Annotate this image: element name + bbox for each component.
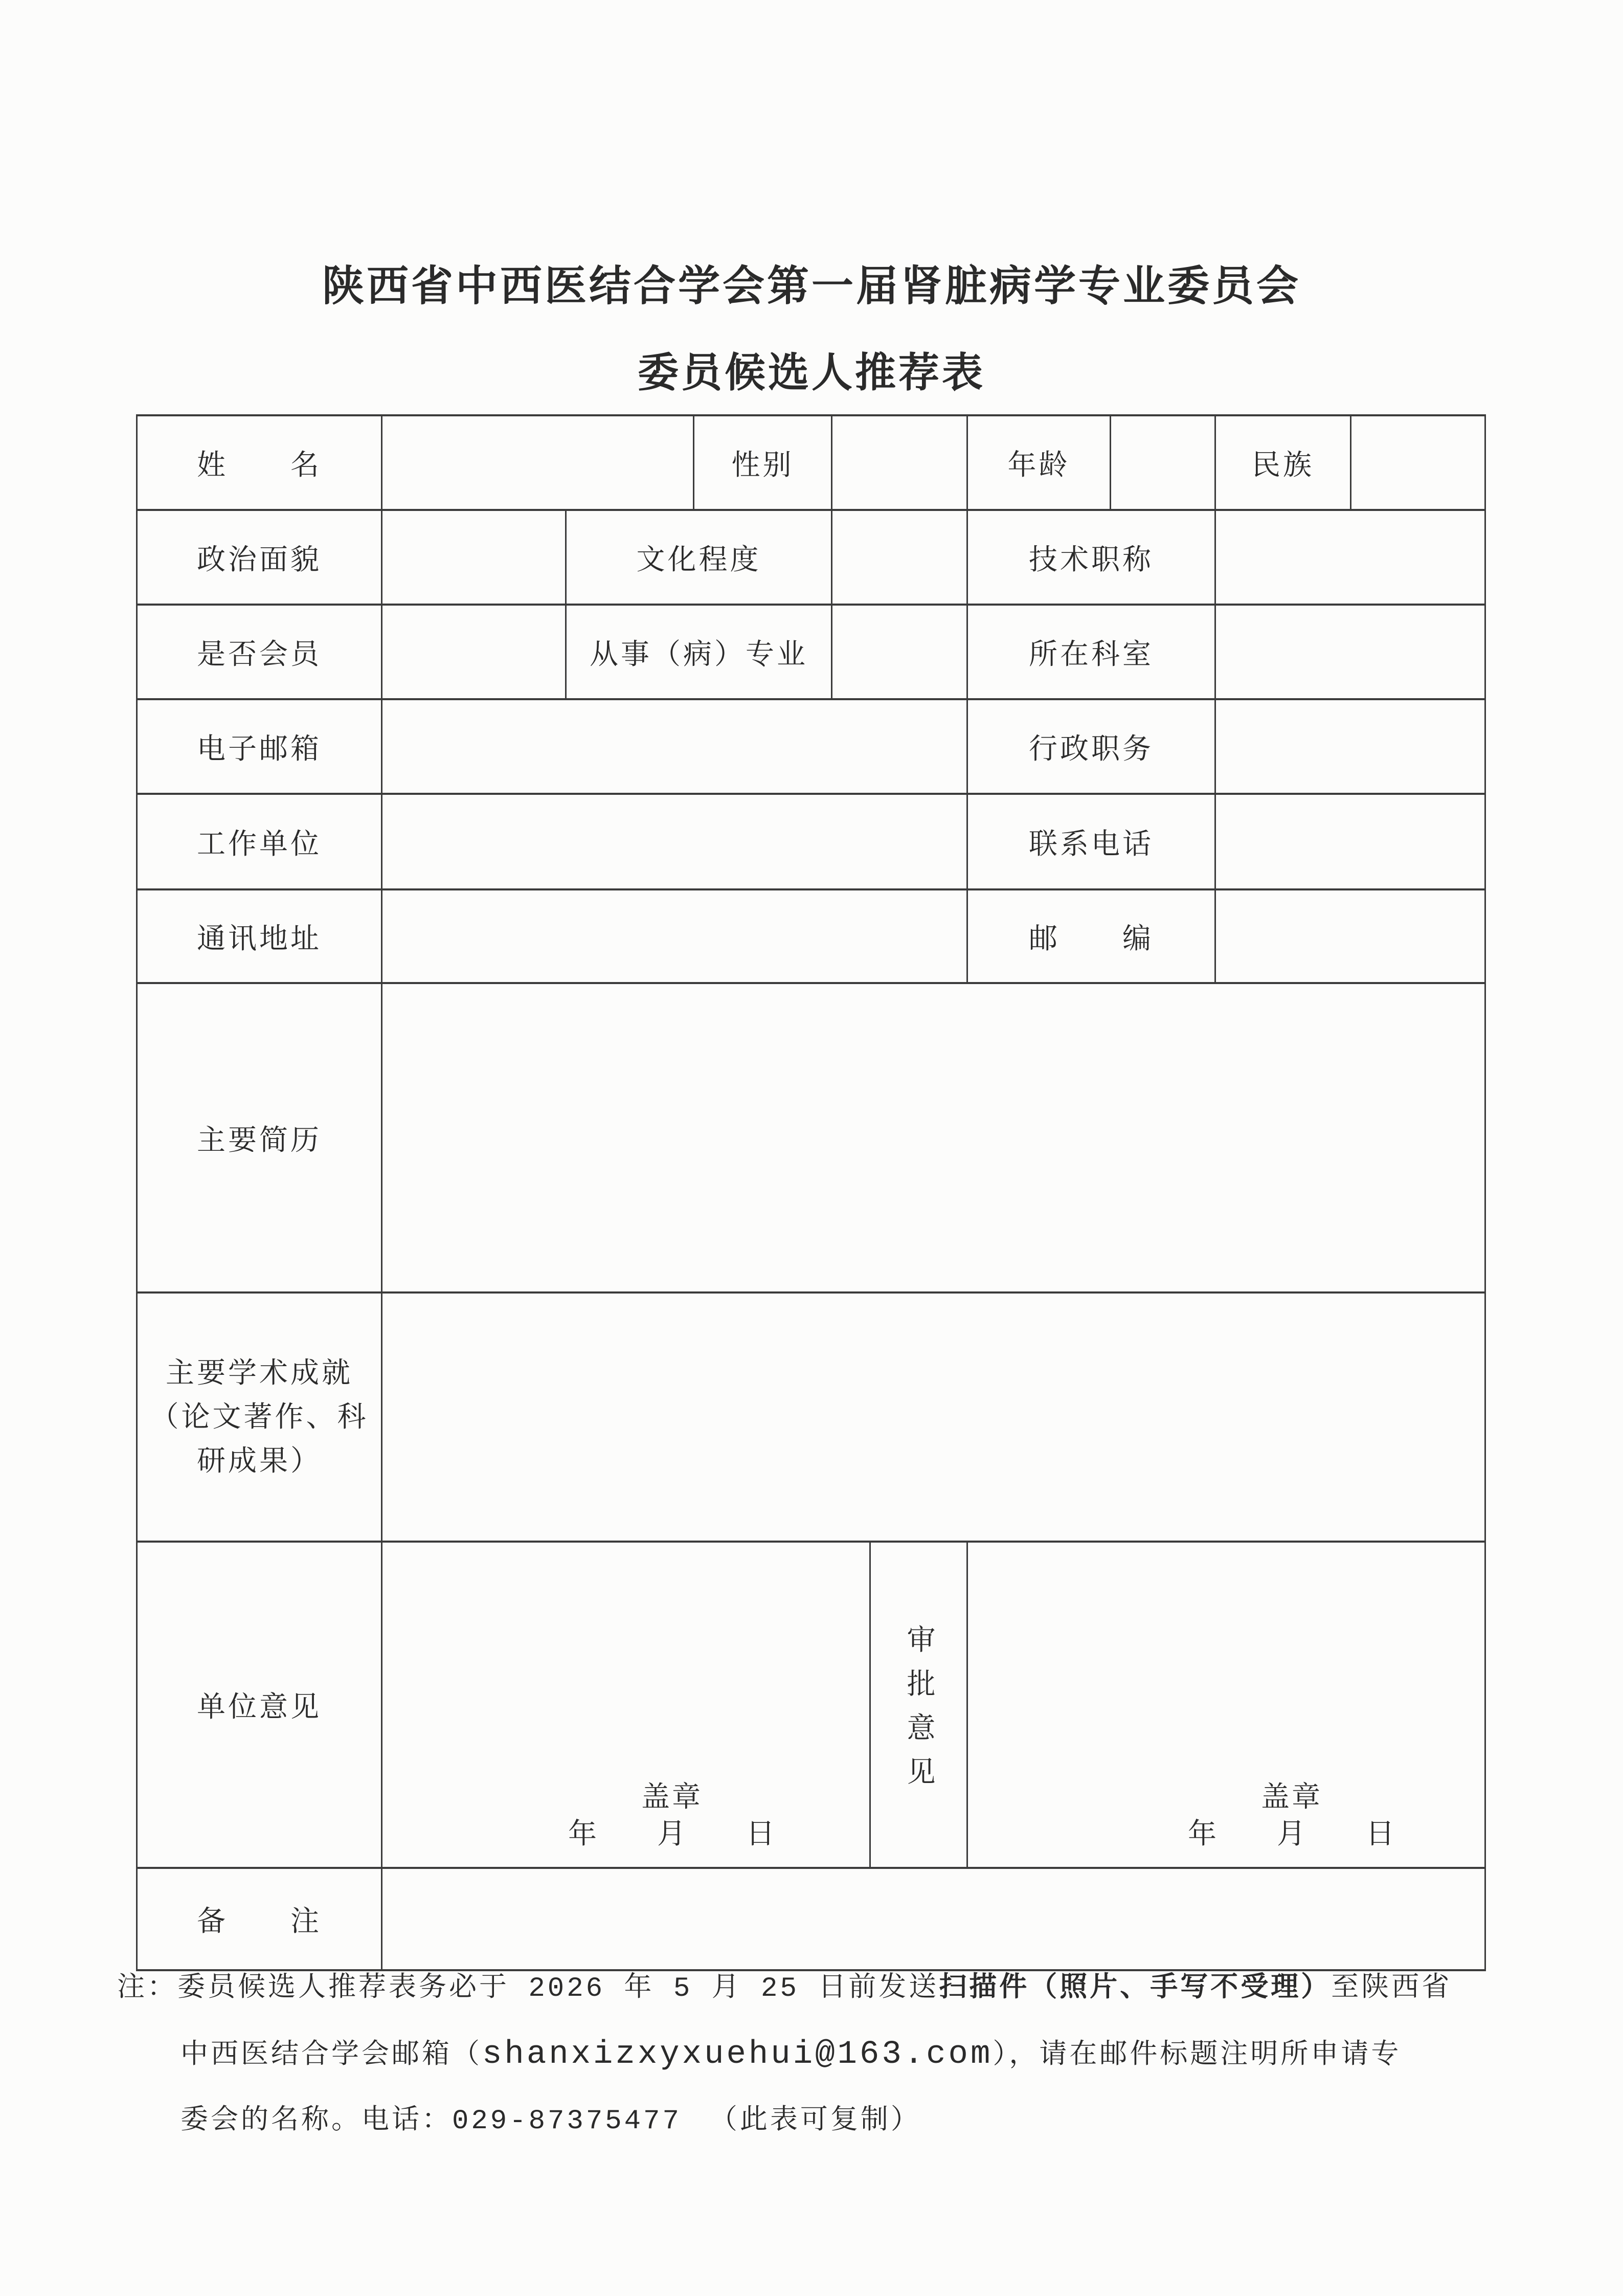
- email-label: 电子邮箱: [138, 700, 382, 795]
- approval-stamp-cell: [968, 1543, 1486, 1869]
- remarks-label: 备 注: [138, 1869, 382, 1971]
- footer-note: [117, 1956, 1554, 2154]
- unit-stamp-label: 盖章: [641, 1781, 703, 1813]
- department-value-cell: [1216, 606, 1486, 700]
- note-line1-end: 至陕西省: [1331, 1973, 1452, 2004]
- approval-stamp-label: 盖章: [1261, 1781, 1322, 1813]
- specialty-value-cell: [832, 606, 968, 700]
- footer-note-line1: [117, 1956, 1554, 2022]
- unit-opinion-label: 单位意见: [138, 1543, 382, 1869]
- note-phone: 029-87375477: [452, 2106, 682, 2137]
- resume-label: 主要简历: [138, 984, 382, 1294]
- unit-stamp-block: [568, 1779, 776, 1853]
- achievements-value-cell: [382, 1294, 1486, 1543]
- note-line1-bold: 扫描件（照片、手写不受理）: [939, 1973, 1332, 2004]
- membership-value-cell: [382, 606, 567, 700]
- document-title-line1: 陕西省中西医结合学会第一届肾脏病学专业委员会: [322, 263, 1301, 309]
- footer-note-line2: [181, 2022, 1554, 2089]
- note-marker: 注：: [117, 1973, 177, 2004]
- footer-note-line3: [181, 2089, 1554, 2154]
- remarks-value-cell: [382, 1869, 1486, 1971]
- ethnicity-value-cell: [1351, 416, 1486, 511]
- note-email: shanxizxyxuehui@163.com: [482, 2036, 993, 2073]
- note-line3-start: 委会的名称。电话：: [181, 2106, 452, 2137]
- address-label: 通讯地址: [138, 890, 382, 984]
- unit-opinion-stamp-cell: [382, 1543, 871, 1869]
- ethnicity-label: 民族: [1216, 416, 1351, 511]
- candidate-recommendation-table: [136, 414, 1486, 1971]
- gender-value-cell: [832, 416, 968, 511]
- achievements-label-line2: （论文著作、科: [150, 1401, 369, 1433]
- achievements-label-line3: 研成果）: [197, 1445, 322, 1477]
- education-label: 文化程度: [567, 511, 832, 606]
- technical-title-label: 技术职称: [968, 511, 1216, 606]
- document-title-line2: 委员候选人推荐表: [638, 351, 985, 396]
- postal-code-value-cell: [1216, 890, 1486, 984]
- approval-opinion-label: 审批意见: [871, 1543, 968, 1869]
- approval-date-label: 年 月 日: [1188, 1818, 1395, 1850]
- admin-position-value-cell: [1216, 700, 1486, 795]
- achievements-label-line1: 主要学术成就: [166, 1357, 353, 1389]
- phone-value-cell: [1216, 795, 1486, 890]
- note-line1-regular: 委员候选人推荐表务必于 2026 年 5 月 25 日前发送: [177, 1973, 939, 2004]
- unit-date-label: 年 月 日: [568, 1818, 776, 1850]
- achievements-label: [138, 1294, 382, 1543]
- note-line2-start: 中西医结合学会邮箱（: [181, 2040, 482, 2071]
- email-value-cell: [382, 700, 968, 795]
- membership-label: 是否会员: [138, 606, 382, 700]
- political-status-value-cell: [382, 511, 567, 606]
- age-label: 年龄: [968, 416, 1111, 511]
- technical-title-value-cell: [1216, 511, 1486, 606]
- name-label: 姓 名: [138, 416, 382, 511]
- education-value-cell: [832, 511, 968, 606]
- note-line3-end: （此表可复制）: [709, 2106, 921, 2137]
- work-unit-value-cell: [382, 795, 968, 890]
- name-value-cell: [382, 416, 694, 511]
- approval-stamp-block: [1188, 1779, 1395, 1853]
- phone-label: 联系电话: [968, 795, 1216, 890]
- admin-position-label: 行政职务: [968, 700, 1216, 795]
- note-line2-end: ），请在邮件标题注明所申请专: [993, 2040, 1402, 2071]
- specialty-label: 从事（病）专业: [567, 606, 832, 700]
- gender-label: 性别: [694, 416, 832, 511]
- political-status-label: 政治面貌: [138, 511, 382, 606]
- resume-value-cell: [382, 984, 1486, 1294]
- department-label: 所在科室: [968, 606, 1216, 700]
- age-value-cell: [1111, 416, 1216, 511]
- work-unit-label: 工作单位: [138, 795, 382, 890]
- postal-code-label: 邮 编: [968, 890, 1216, 984]
- address-value-cell: [382, 890, 968, 984]
